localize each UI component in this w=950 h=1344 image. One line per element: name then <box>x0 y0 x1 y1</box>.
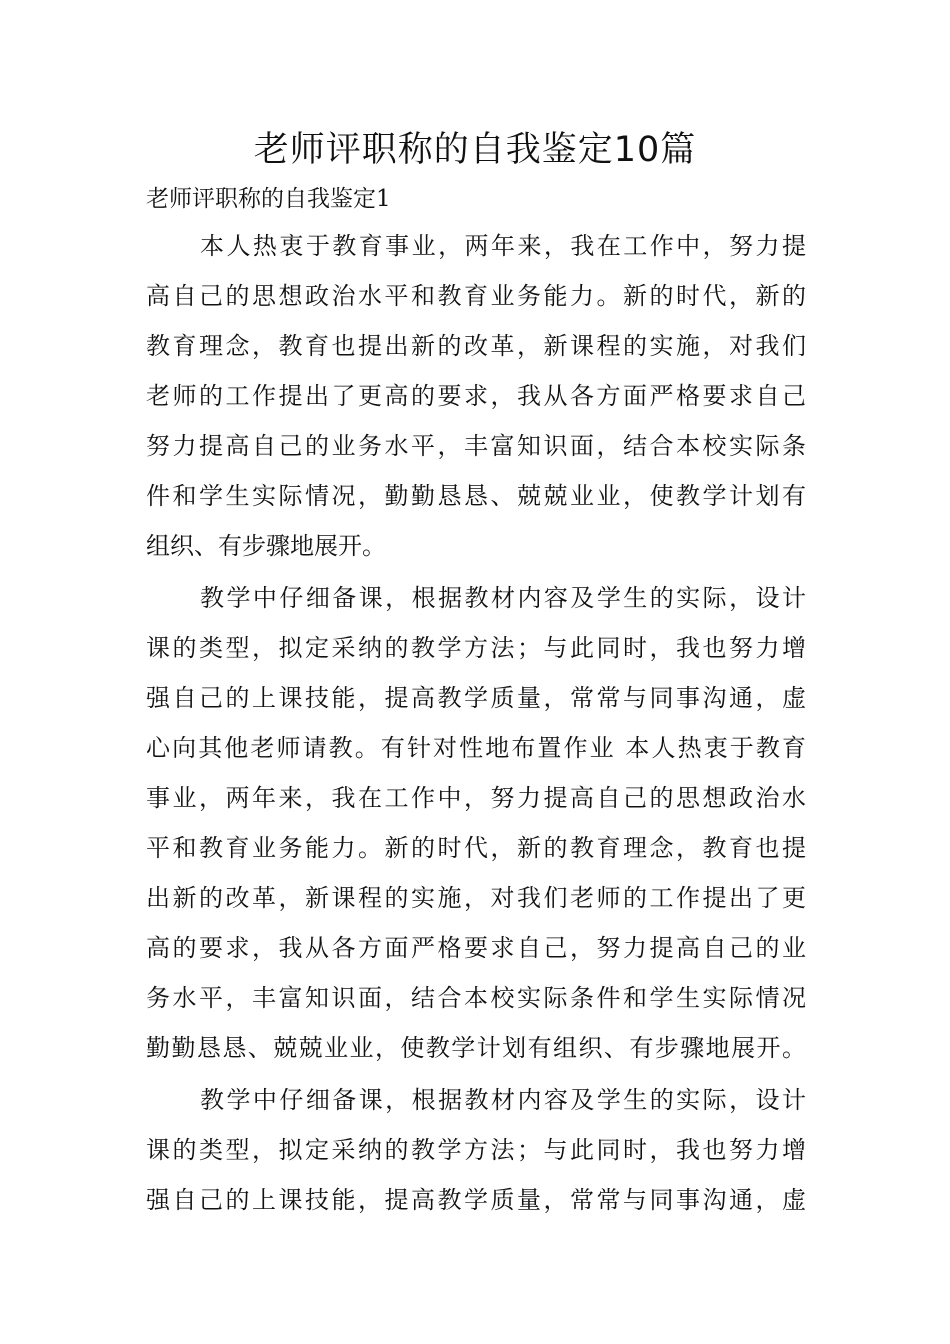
paragraph-line: 高自己的思想政治水平和教育业务能力。新的时代，新的 <box>146 282 806 310</box>
paragraph-line: 勤勤恳恳、兢兢业业，使教学计划有组织、有步骤地展开。 <box>146 1034 806 1062</box>
paragraph-line: 务水平，丰富知识面，结合本校实际条件和学生实际情况 <box>146 984 806 1012</box>
paragraph-line: 老师的工作提出了更高的要求，我从各方面严格要求自己 <box>146 382 806 410</box>
section-heading: 老师评职称的自我鉴定1 <box>146 186 391 212</box>
paragraph-line: 课的类型，拟定采纳的教学方法；与此同时，我也努力增 <box>146 1136 806 1164</box>
paragraph-line: 强自己的上课技能，提高教学质量，常常与同事沟通，虚 <box>146 684 806 712</box>
paragraph-line: 组织、有步骤地展开。 <box>146 532 386 560</box>
paragraph-line: 平和教育业务能力。新的时代，新的教育理念，教育也提 <box>146 834 806 862</box>
paragraph-line: 教学中仔细备课，根据教材内容及学生的实际，设计 <box>200 1086 806 1114</box>
paragraph-line: 心向其他老师请教。有针对性地布置作业 本人热衷于教育 <box>146 734 806 762</box>
paragraph-line: 出新的改革，新课程的实施，对我们老师的工作提出了更 <box>146 884 806 912</box>
paragraph-line: 高的要求，我从各方面严格要求自己，努力提高自己的业 <box>146 934 806 962</box>
paragraph-line: 教育理念，教育也提出新的改革，新课程的实施，对我们 <box>146 332 806 360</box>
paragraph-line: 本人热衷于教育事业，两年来，我在工作中，努力提 <box>200 232 806 260</box>
paragraph-line: 努力提高自己的业务水平，丰富知识面，结合本校实际条 <box>146 432 806 460</box>
paragraph-line: 件和学生实际情况，勤勤恳恳、兢兢业业，使教学计划有 <box>146 482 806 510</box>
paragraph-line: 课的类型，拟定采纳的教学方法；与此同时，我也努力增 <box>146 634 806 662</box>
paragraph-line: 强自己的上课技能，提高教学质量，常常与同事沟通，虚 <box>146 1186 806 1214</box>
paragraph-line: 事业，两年来，我在工作中，努力提高自己的思想政治水 <box>146 784 806 812</box>
paragraph-line: 教学中仔细备课，根据教材内容及学生的实际，设计 <box>200 584 806 612</box>
document-title: 老师评职称的自我鉴定10篇 <box>253 130 697 170</box>
